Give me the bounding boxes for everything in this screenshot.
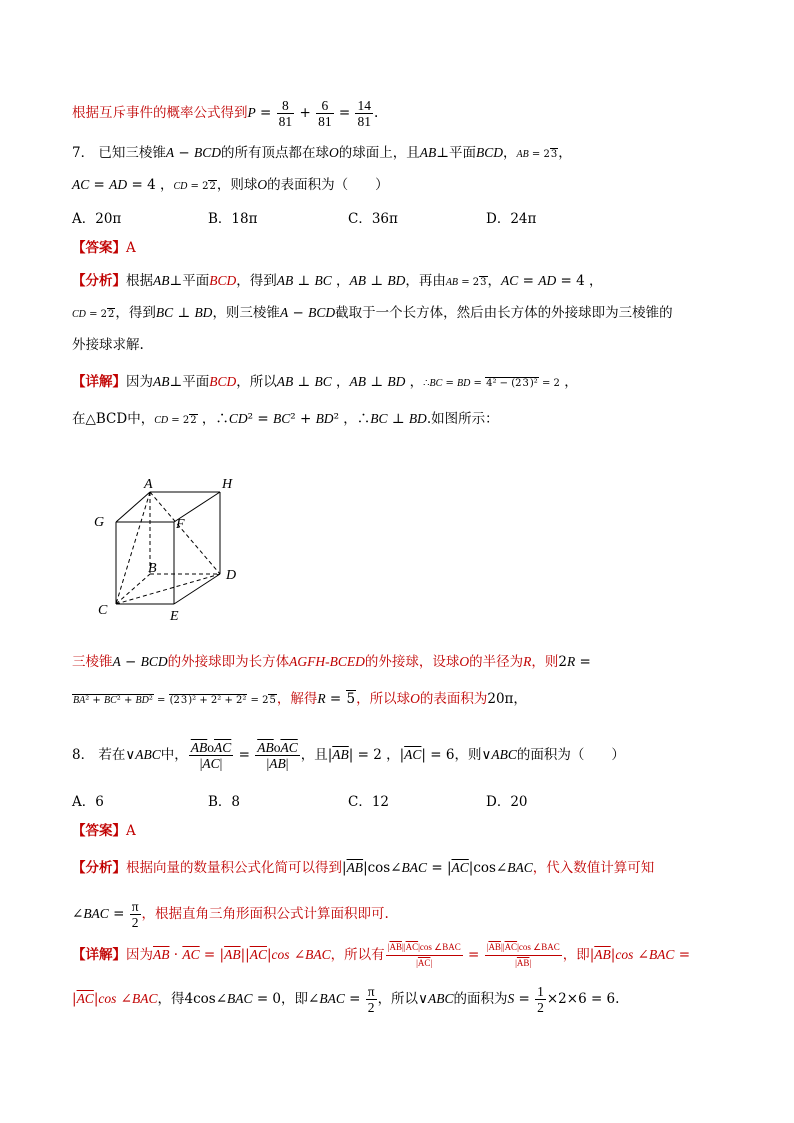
q8-stem-b: 中， <box>160 747 188 763</box>
q7-detail-line-2: 在△BCD中，CD = 22 ，∴CD² = BC² + BD² ，∴BC ⊥ BD.如图所示： <box>72 411 499 427</box>
q7-number: 7． <box>72 145 95 161</box>
q8-detail-2: ，所以有 <box>330 947 385 963</box>
q7-conclusion-line-1: 三棱锥A − BCD的外接球即为长方体AGFH-BCED的外接球，设球O的半径为R，则2R = <box>72 654 591 670</box>
q7-stem-f: 的表面积为（ ） <box>267 177 389 193</box>
q7-analysis-line-3 <box>72 335 144 355</box>
q7-option-d: D．24π <box>486 211 537 227</box>
q8-analysis-1: 根据向量的数量积公式化简可以得到 <box>126 860 342 876</box>
q7-analysis-label: 【分析】 <box>72 273 126 289</box>
q7-analysis-4: ，再由 <box>405 273 446 289</box>
q7-stem-d: 平面 <box>449 145 476 161</box>
label-d: D <box>226 568 237 583</box>
q8-detail-label: 【详解】 <box>72 947 126 963</box>
q7-answer-value: A <box>126 240 136 256</box>
q7-detail-5: .如图所示： <box>426 411 499 427</box>
q7-analysis-line-1: 【分析】根据AB⊥平面BCD，得到AB ⊥ BC ，AB ⊥ BD，再由AB = 23，AC = AD = 4 ， <box>72 273 603 289</box>
q8-option-b: B．8 <box>208 794 241 810</box>
q8-detail-7: 的面积为 <box>453 991 508 1007</box>
q8-number: 8． <box>72 747 95 763</box>
q8-detail-4: ，得 <box>157 991 185 1007</box>
q8-stem-line: 8． 若在∨ABC中， $\frac{\overline{AB}o\overline{AC}}{|\overline{AC}|}$ = $\frac{\overline{AB}o\overline{AC}}{|\overline{AB}|}$ ，且$|\overline{AB}| = 2$ ，$|\overline{AC}| = 6$，则∨ABC的面积为（ ） <box>72 740 625 771</box>
q7-stem-line-2: AC = AD = 4 ，CD = 22，则球O的表面积为（ ） <box>72 177 389 193</box>
q8-analysis-2: ，代入数值计算可知 <box>532 860 655 876</box>
q7-detail-label: 【详解】 <box>72 374 126 390</box>
q7-detail-2: 平面 <box>182 374 210 390</box>
probability-formula: P = $\frac{8}{81}$ + $\frac{6}{81}$ = $\frac{14}{81}$ . <box>247 98 379 129</box>
label-a: A <box>144 477 153 492</box>
q7-conclusion-1: 三棱锥 <box>72 654 113 670</box>
q7-conclusion-8: 的表面积为 <box>419 691 488 707</box>
q8-detail-line-1: 【详解】因为$\overline{AB} \cdot \overline{AC} = |\overline{AB}||\overline{AC}|\cos$ ∠BAC，所以有 $\frac{|\overline{AB}||\overline{AC}|\cos \angle BAC}{|\overline{AC}|}$ = $\frac{|\overline{AB}||\overline{AC}|\cos \angle BAC}{|\overline{AB}|}$ ，即$|\overline{AB}|\cos$ ∠BAC = <box>72 942 691 968</box>
q8-option-d: D．20 <box>486 794 528 810</box>
q7-analysis-7: 截取于一个长方体，然后由长方体的外接球即为三棱锥的 <box>335 305 673 321</box>
q7-conclusion-line-2: BA² + BC² + BD² = (23)² + 2² + 2² = 25，解得R = 5，所以球O的表面积为20π， <box>73 691 527 707</box>
q8-option-c: C．12 <box>348 794 390 810</box>
q8-answer-label: 【答案】 <box>72 823 126 839</box>
q7-detail-line-1: 【详解】因为AB⊥平面BCD，所以AB ⊥ BC ，AB ⊥ BD ，∴BC = BD = 4² − (23)² = 2 ， <box>72 374 578 390</box>
q7-conclusion-6: ，解得 <box>276 691 318 707</box>
q8-analysis-line-2: ∠BAC = $\frac{\pi}{2}$ ，根据直角三角形面积公式计算面积即可. <box>72 899 389 930</box>
q8-option-a: A．6 <box>72 794 104 810</box>
q7-stem-e: ，则球 <box>216 177 258 193</box>
q7-analysis-8: 外接球求解. <box>72 337 144 353</box>
q8-analysis-3: ，根据直角三角形面积公式计算面积即可. <box>141 906 389 922</box>
cuboid-figure <box>88 476 258 626</box>
q8-stem-a: 若在 <box>98 747 126 763</box>
q8-answer-value: A <box>126 823 136 839</box>
q7-option-a: A．20π <box>72 211 122 227</box>
q8-stem-d: ，则 <box>454 747 482 763</box>
q7-stem-a: 已知三棱锥 <box>98 145 166 161</box>
q7-analysis-2: 平面 <box>182 273 210 289</box>
q7-conclusion-7: ，所以球 <box>356 691 411 707</box>
q8-detail-1: 因为 <box>126 947 153 963</box>
q8-detail-5: ，即 <box>281 991 309 1007</box>
q7-conclusion-3: 的外接球，设球 <box>364 654 460 670</box>
q7-option-c: C．36π <box>348 211 398 227</box>
q7-stem-b: 的所有顶点都在球 <box>221 145 330 161</box>
q7-analysis-3: ，得到 <box>236 273 277 289</box>
q7-analysis-6: ，则三棱锥 <box>212 305 280 321</box>
label-h: H <box>222 477 233 492</box>
intro-line <box>72 98 378 129</box>
q8-stem-c: ，且 <box>300 747 328 763</box>
q7-analysis-line-2: CD = 22，得到BC ⊥ BD，则三棱锥A − BCD截取于一个长方体，然后由长方体的外接球即为三棱锥的 <box>72 305 673 321</box>
label-f: F <box>176 517 185 532</box>
label-g: G <box>94 515 105 530</box>
q8-analysis-label: 【分析】 <box>72 860 126 876</box>
q7-answer-line <box>72 238 136 258</box>
q7-detail-3: ，所以 <box>236 374 277 390</box>
q7-conclusion-2: 的外接球即为长方体 <box>167 654 290 670</box>
q7-conclusion-4: 的半径为 <box>469 654 524 670</box>
q8-analysis-line-1: 【分析】根据向量的数量积公式化简可以得到$|\overline{AB}|\cos\angle BAC$ = $|\overline{AC}|\cos\angle BAC$，代入数值计算可知 <box>72 860 655 876</box>
q7-analysis-5: ，得到 <box>115 305 156 321</box>
q7-analysis-1: 根据 <box>126 273 153 289</box>
q8-detail-6: ，所以 <box>377 991 419 1007</box>
q7-detail-4: 在△BCD中， <box>72 411 155 427</box>
intro-text: 根据互斥事件的概率公式得到 <box>72 105 248 121</box>
label-c: C <box>98 603 108 618</box>
q8-detail-3: ，即 <box>562 947 590 963</box>
q7-conclusion-5: ，则 <box>531 654 559 670</box>
q7-option-b: B．18π <box>208 211 258 227</box>
q8-detail-line-2: $|\overline{AC}|\cos$ ∠BAC，得4cos∠BAC = 0，即∠BAC = $\frac{\pi}{2}$ ，所以∨ABC的面积为S = $\frac{1}{2}$ ×2×6 = 6. <box>72 984 620 1015</box>
q7-detail-1: 因为 <box>126 374 153 390</box>
label-b: B <box>148 561 157 576</box>
q7-stem-c: 的球面上，且 <box>338 145 420 161</box>
q7-answer-label: 【答案】 <box>72 240 126 256</box>
q7-stem-line-1: 7． 已知三棱锥A − BCD的所有顶点都在球O的球面上，且AB⊥平面BCD，AB = 23， <box>72 145 572 161</box>
q8-answer-line <box>72 821 136 841</box>
q8-stem-e: 的面积为（ ） <box>516 747 625 763</box>
label-e: E <box>170 609 179 624</box>
